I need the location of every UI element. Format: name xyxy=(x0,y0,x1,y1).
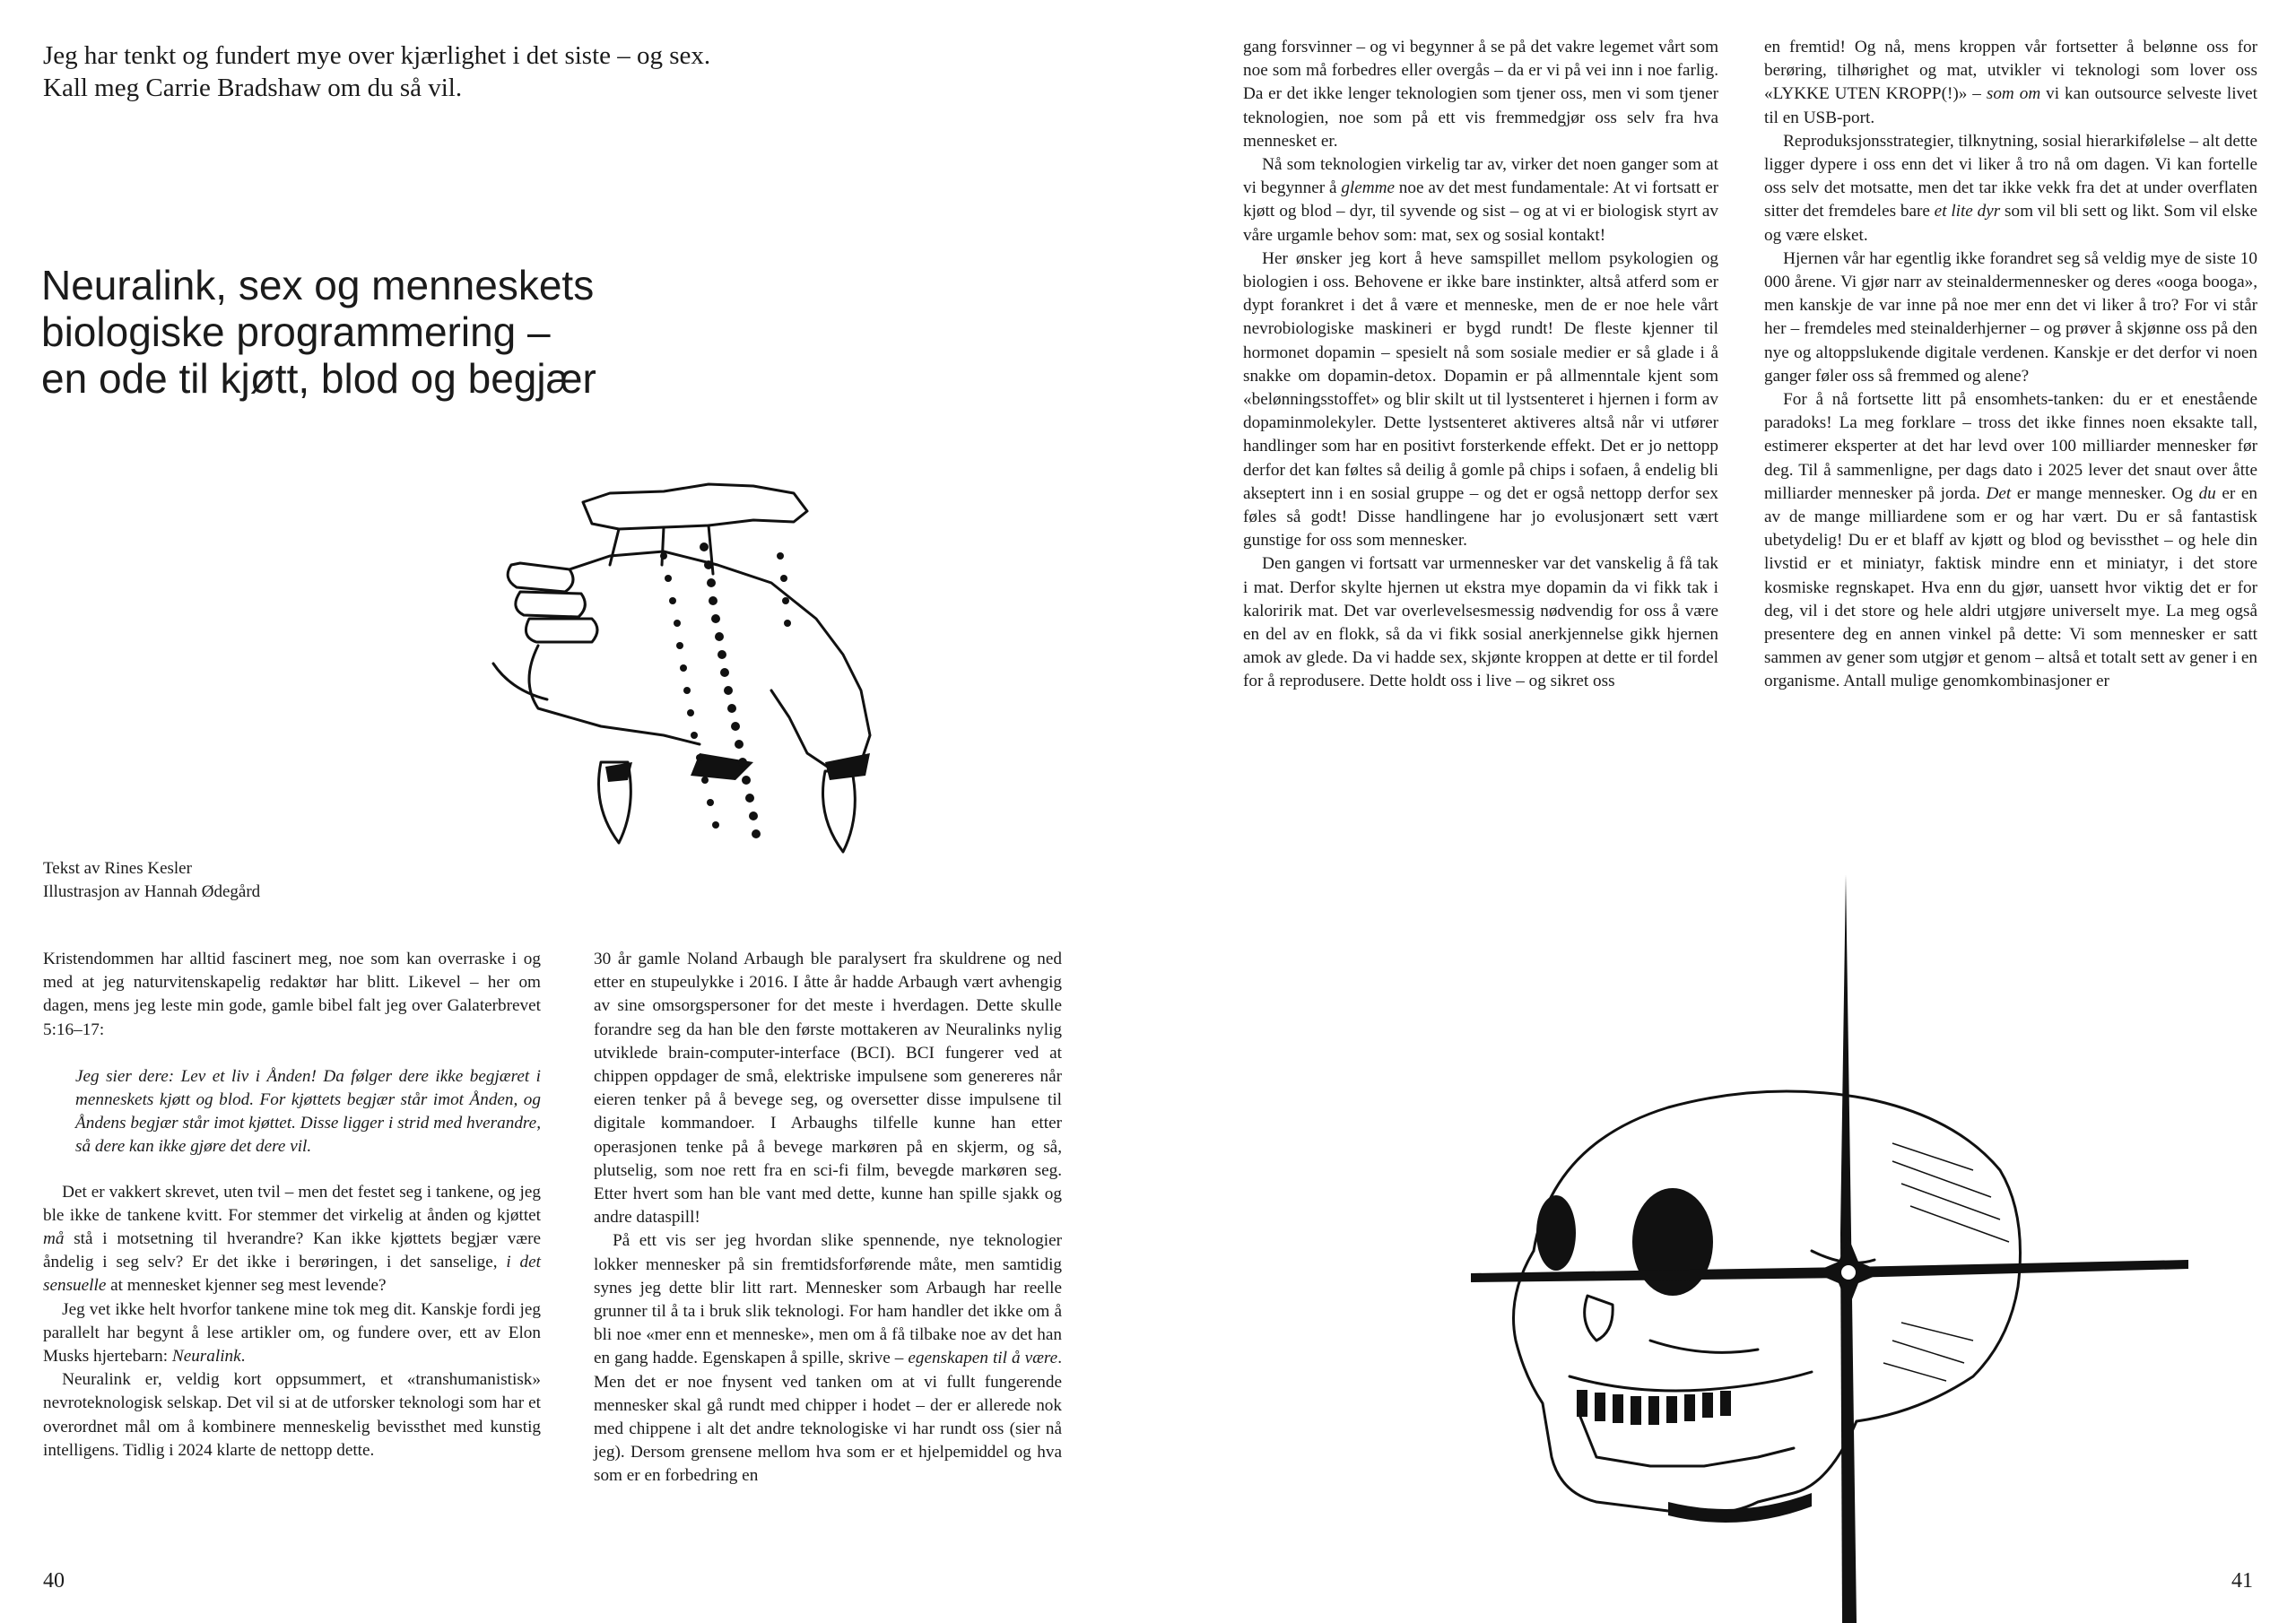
paragraph: Reproduksjonsstrategier, tilknytning, sosial hierarkifølelse – alt dette ligger dypere i oss enn det vi liker å tro nå om dagen. Vi kan fortelle oss selv det motsatte, men det tar ikke vekk fra det at under overflaten sitter det fremdeles bare et lite dyr som vil bli sett og likt. Som vil elske og være elsket. xyxy=(1764,131,2258,245)
paragraph: Nå som teknologien virkelig tar av, virker det noen ganger som at vi begynner å glemme noe av det mest fundamentale: At vi fortsatt er kjøtt og blod – dyr, til syvende og sist – og at vi er biologisk styrt av våre urgamle behov som: mat, sex og sosial kontakt! xyxy=(1243,155,1718,245)
skull-with-cross-illustration xyxy=(1471,874,2188,1623)
author-credit: Tekst av Rines Kesler xyxy=(43,859,192,878)
paragraph: For å nå fortsette litt på ensomhets-tanken: du er et enestående paradoks! La meg forklare – tross det ikke finnes noen eksakte tall, estimerer eksperter at det har levd over 100 milliarder mennesker før deg. Til å sammenligne, per dags dato i 2025 lever det snaut over åtte milliarder mennesker på jorda. Det er mange mennesker. Og du er en av de mange milliardene som er og har vært. Du er så fantastisk ubetydelig! Du er et blaff av kjøtt og blod og bevissthet – og hele din livstid er et miniatyr, faktisk mindre enn et miniatyr, i det store kosmiske regnskapet. Hva enn du gjør, uansett hvor viktig det er for deg, vil i det store og hele aldri utgjøre universelt mye. La meg også presentere deg en annen vinkel på dette: Vi som mennesker er satt sammen av gener som utgjør et genom – altså et totalt sett av gener i en organisme. Antall mulige genomkombinasjoner er xyxy=(1764,390,2257,691)
paragraph: Det er vakkert skrevet, uten tvil – men det festet seg i tankene, og jeg ble ikke de tankene kvitt. For stemmer det virkelig at ånden og kjøttet må stå i motsetning til hverandre? Kan ikke kjøttets begjær være åndelig i seg selv? Er det ikke i berøringen, i det sanselige, i det sensuelle at mennesket kjenner seg mest levende? xyxy=(43,1182,541,1296)
paragraph: Neuralink er, veldig kort oppsummert, et «transhumanistisk» nevroteknologisk selskap. Det vil si at de utforsker teknologi som har et overordnet mål om å kombinere menneskelig bevissthet med kunstig intelligens. Tidlig i 2024 klarte de nettopp dette. xyxy=(43,1370,541,1460)
headline-line: Neuralink, sex og menneskets xyxy=(41,262,595,308)
page-number: 40 xyxy=(43,1569,65,1593)
text-column-1 xyxy=(43,948,541,1462)
paragraph: På ett vis ser jeg hvordan slike spennende, nye teknologier lokker mennesker på sin fremtidsforførende måte, men samtidig synes jeg dette blir litt rart. Mennesker som Arbaugh har reelle grunner til å ta i bruk slik teknologi. For ham handler det ikke om å bli noe «mer enn et menneske», men om å få tilbake noe av det han en gang hadde. Egenskapen å spille, skrive – egenskapen til å være. Men det er noe fnysent ved tanken om at vi fullt fungerende mennesker skal gå rundt med chipper i hodet – der er allerede nok med chippene i alt det andre teknologiske vi har rundt oss (sier nå jeg). Dersom grensene mellom hva som er et hjelpemiddel og hva som er en forbedring en xyxy=(594,1231,1062,1486)
bible-quote: Jeg sier dere: Lev et liv i Ånden! Da følger dere ikke begjæret i menneskets kjøtt og blod. For kjøttets begjær står imot Ånden, og Åndens begjær står imot kjøttet. Disse ligger i strid med hverandre, så dere kan ikke gjøre det dere vil. xyxy=(75,1066,541,1157)
paragraph: gang forsvinner – og vi begynner å se på det vakre legemet vårt som noe som må forbedres eller overgås – da er vi på vei inn i noe farlig. Da er det ikke lenger teknologien som tjener oss, men vi som tjener teknologien, noe som på ett vis fremmedgjør oss selv fra hva mennesket er. xyxy=(1243,38,1718,151)
text-column-4 xyxy=(1764,36,2257,694)
paragraph: Jeg vet ikke helt hvorfor tankene mine tok meg dit. Kanskje fordi jeg parallelt har begynt å lese artikler om, og fundere over, ett av Elon Musks hjertebarn: Neuralink. xyxy=(43,1299,541,1367)
paragraph: 30 år gamle Noland Arbaugh ble paralysert fra skuldrene og ned etter en stupeulykke i 2016. I åtte år hadde Arbaugh vært avhengig av sine omsorgspersoner for det meste i hverdagen. Dette skulle forandre seg da han ble den første mottakeren av Neuralinks nylig utviklede brain-computer-interface (BCI). BCI fungerer ved at chippen oppdager de små, elektriske impulsene som genereres når eieren tenker på å bevege seg, og oversetter disse impulsene til digitale kommandoer. I Arbaughs tilfelle kunne han etter operasjonen tenke på å bevege markøren på en skjerm, og så, plutselig, som noe rett fra en sci-fi film, bevegde markøren seg. Etter hvert som han ble vant med dette, kunne han spille sjakk og andre dataspill! xyxy=(594,950,1062,1228)
intro-text xyxy=(43,39,850,104)
intro-line: Kall meg Carrie Bradshaw om du så vil. xyxy=(43,74,463,102)
illustrator-credit: Illustrasjon av Hannah Ødegård xyxy=(43,882,261,901)
hands-with-beads-illustration xyxy=(484,466,915,861)
headline-line: en ode til kjøtt, blod og begjær xyxy=(41,355,596,402)
paragraph: Den gangen vi fortsatt var urmennesker var det vanskelig å få tak i mat. Derfor skylte hjernen ut ekstra mye dopamin da vi fikk tak i kaloririk mat. Det var overlevelsesmessig nødvendig for oss å være en del av en flokk, så da vi fikk sosial anerkjennelse gikk hjernen amok av glede. Da vi hadde sex, skjønte kroppen at dette er til fordel for å reprodusere. Dette holdt oss i live – og sikret oss xyxy=(1243,554,1718,691)
paragraph: en fremtid! Og nå, mens kroppen vår fortsetter å belønne oss for berøring, tilhørighet og mat, utvikler vi teknologi som lover oss «LYKKE UTEN KROPP(!)» – som om vi kan outsource selveste livet til en USB-port. xyxy=(1764,38,2258,127)
credits xyxy=(43,857,491,904)
page-number: 41 xyxy=(2231,1569,2253,1593)
text-column-2 xyxy=(594,948,1062,1488)
paragraph: Her ønsker jeg kort å heve samspillet mellom psykologien og biologien i oss. Behovene er ikke bare instinkter, altså atferd som er dypt forankret i det å være et menneske, men de er noe hele vårt nevrobiologiske maskineri er bygd rundt! De fleste kjenner til hormonet dopamin – spesielt nå som sosiale medier er så glade i å snakke om dopamin-detox. Dopamin er på allmenntale kjent som «belønningsstoffet» og blir skilt ut til lystsenteret i hjernen i form av dopaminmolekyler. Dette lystsenteret aktiveres altså når vi utfører handlinger som har en positivt forsterkende effekt. Det er jo nettopp derfor det kan føltes så deilig å gomle på chips i sofaen, å endelig bli akseptert inn i en sosial gruppe – og det er også nettopp derfor sex føles så godt! Disse handlingene har jo evolusjonært sett vært gunstige for oss som mennesker. xyxy=(1243,248,1718,551)
paragraph: Kristendommen har alltid fascinert meg, noe som kan overraske i og med at jeg naturvitenskapelig redaktør har blitt. Likevel – her om dagen, mens jeg leste min gode, gamle bibel falt jeg over Galaterbrevet 5:16–17: xyxy=(43,950,541,1039)
paragraph: Hjernen vår har egentlig ikke forandret seg så veldig mye de siste 10 000 årene. Vi gjør narr av steinaldermennesker og deres «ooga booga», men kanskje de var inne på noe mer enn det vi liker å tro? For vi står her – fremdeles med steinalderhjerner – og prøver å skjønne oss på den nye og altoppslukende digitale verdenen. Kanskje er det derfor vi noen ganger føler oss så fremmed og alene? xyxy=(1764,248,2257,386)
intro-line: Jeg har tenkt og fundert mye over kjærlighet i det siste – og sex. xyxy=(43,41,711,70)
text-column-3 xyxy=(1243,36,1718,694)
headline-line: biologiske programmering – xyxy=(41,308,551,355)
article-headline xyxy=(41,262,687,402)
